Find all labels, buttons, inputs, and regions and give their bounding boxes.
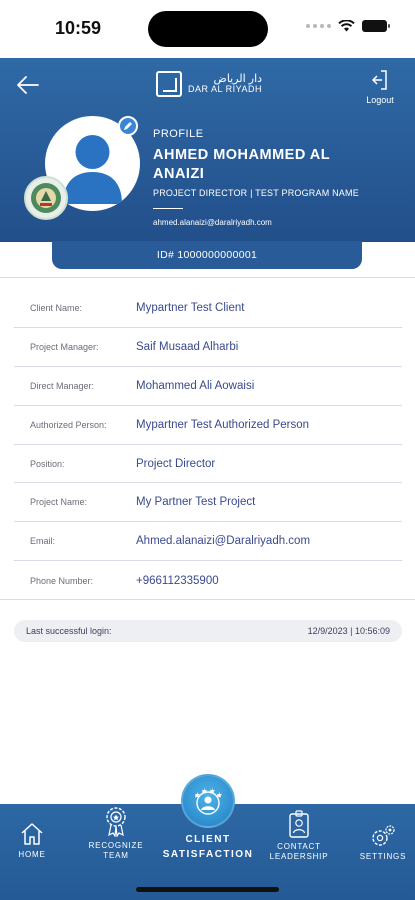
detail-value[interactable]: Ahmed.alanaizi@Daralriyadh.com xyxy=(136,535,311,548)
detail-label: Client Name: xyxy=(30,302,83,313)
last-login-value: 12/9/2023 | 10:56:09 xyxy=(307,626,390,636)
battery-icon xyxy=(362,20,387,32)
id-badge-icon xyxy=(288,810,310,838)
logout-icon xyxy=(369,68,391,92)
settings-gear-icon xyxy=(370,824,396,848)
detail-label: Authorized Person: xyxy=(30,419,107,430)
detail-label: Project Name: xyxy=(30,497,88,508)
detail-value: Mypartner Test Client xyxy=(136,301,245,314)
detail-row-phone-number xyxy=(14,561,402,600)
detail-row-email xyxy=(14,522,402,561)
nav-contact-leadership[interactable] xyxy=(262,808,336,862)
divider xyxy=(0,277,415,278)
client-satisfaction-icon xyxy=(191,786,225,816)
nav-client-satisfaction-label[interactable] xyxy=(160,832,256,862)
award-icon xyxy=(102,805,130,837)
logo-arabic-text: دار الرياض xyxy=(213,73,263,85)
nav-client-label-1: CLIENT xyxy=(185,834,231,845)
detail-row-direct-manager xyxy=(14,367,402,406)
profile-email: ahmed.alanaizi@daralriyadh.com xyxy=(153,218,272,227)
employee-id-badge: ID# 1000000000001 xyxy=(52,241,362,269)
emblem-icon xyxy=(29,181,63,215)
last-login-label: Last successful login: xyxy=(26,626,112,636)
nav-contact-label-2: LEADERSHIP xyxy=(269,852,329,861)
logo-english-text: DAR AL RIYADH xyxy=(188,84,263,95)
nav-client-label-2: SATISFACTION xyxy=(162,849,254,860)
divider xyxy=(0,599,415,600)
nav-client-satisfaction-button[interactable] xyxy=(181,774,235,828)
nav-settings[interactable] xyxy=(356,818,410,862)
pencil-icon xyxy=(123,121,133,131)
home-indicator[interactable] xyxy=(136,887,279,892)
signal-icon xyxy=(306,24,331,28)
last-login-bar xyxy=(14,620,402,642)
profile-label: PROFILE xyxy=(153,128,204,140)
nav-recognize-team[interactable] xyxy=(84,807,148,861)
detail-label: Phone Number: xyxy=(30,575,94,586)
detail-label: Project Manager: xyxy=(30,341,99,352)
nav-home[interactable] xyxy=(12,816,52,860)
detail-label: Email: xyxy=(30,536,56,547)
detail-row-project-name xyxy=(14,483,402,522)
back-button[interactable] xyxy=(16,74,40,96)
nav-contact-label-1: CONTACT xyxy=(277,842,321,851)
logo-mark-icon xyxy=(156,71,182,97)
detail-label: Position: xyxy=(30,458,65,469)
organization-emblem xyxy=(24,176,68,220)
detail-value: Mypartner Test Authorized Person xyxy=(136,418,310,431)
dar-al-riyadh-logo xyxy=(156,71,262,97)
status-icons xyxy=(306,20,387,32)
detail-value[interactable]: +966112335900 xyxy=(136,574,219,587)
profile-role: PROJECT DIRECTOR | TEST PROGRAM NAME xyxy=(153,188,359,198)
edit-avatar-button[interactable] xyxy=(118,116,138,136)
detail-row-project-manager xyxy=(14,328,402,367)
dynamic-island xyxy=(148,11,268,47)
profile-header xyxy=(0,58,415,242)
nav-recognize-label-2: TEAM xyxy=(103,851,129,860)
home-icon xyxy=(19,822,45,846)
detail-value: Saif Musaad Alharbi xyxy=(136,340,239,353)
back-arrow-icon xyxy=(16,74,40,96)
nav-recognize-label-1: RECOGNIZE xyxy=(88,841,144,850)
logout-label: Logout xyxy=(366,95,394,105)
detail-row-authorized-person xyxy=(14,406,402,445)
nav-settings-label: SETTINGS xyxy=(359,852,407,861)
status-bar xyxy=(0,0,415,58)
logout-button[interactable] xyxy=(363,68,397,105)
profile-details-list xyxy=(14,289,402,600)
divider xyxy=(153,208,183,209)
detail-row-position xyxy=(14,445,402,484)
detail-value: My Partner Test Project xyxy=(136,496,256,509)
profile-name: AHMED MOHAMMED AL ANAIZI xyxy=(153,147,330,182)
status-time: 10:59 xyxy=(55,18,102,38)
wifi-icon xyxy=(338,20,355,32)
nav-home-label: HOME xyxy=(18,850,46,859)
detail-value: Project Director xyxy=(136,457,216,470)
detail-label: Direct Manager: xyxy=(30,380,95,391)
detail-value: Mohammed Ali Aowaisi xyxy=(136,379,255,392)
detail-row-client-name xyxy=(14,289,402,328)
